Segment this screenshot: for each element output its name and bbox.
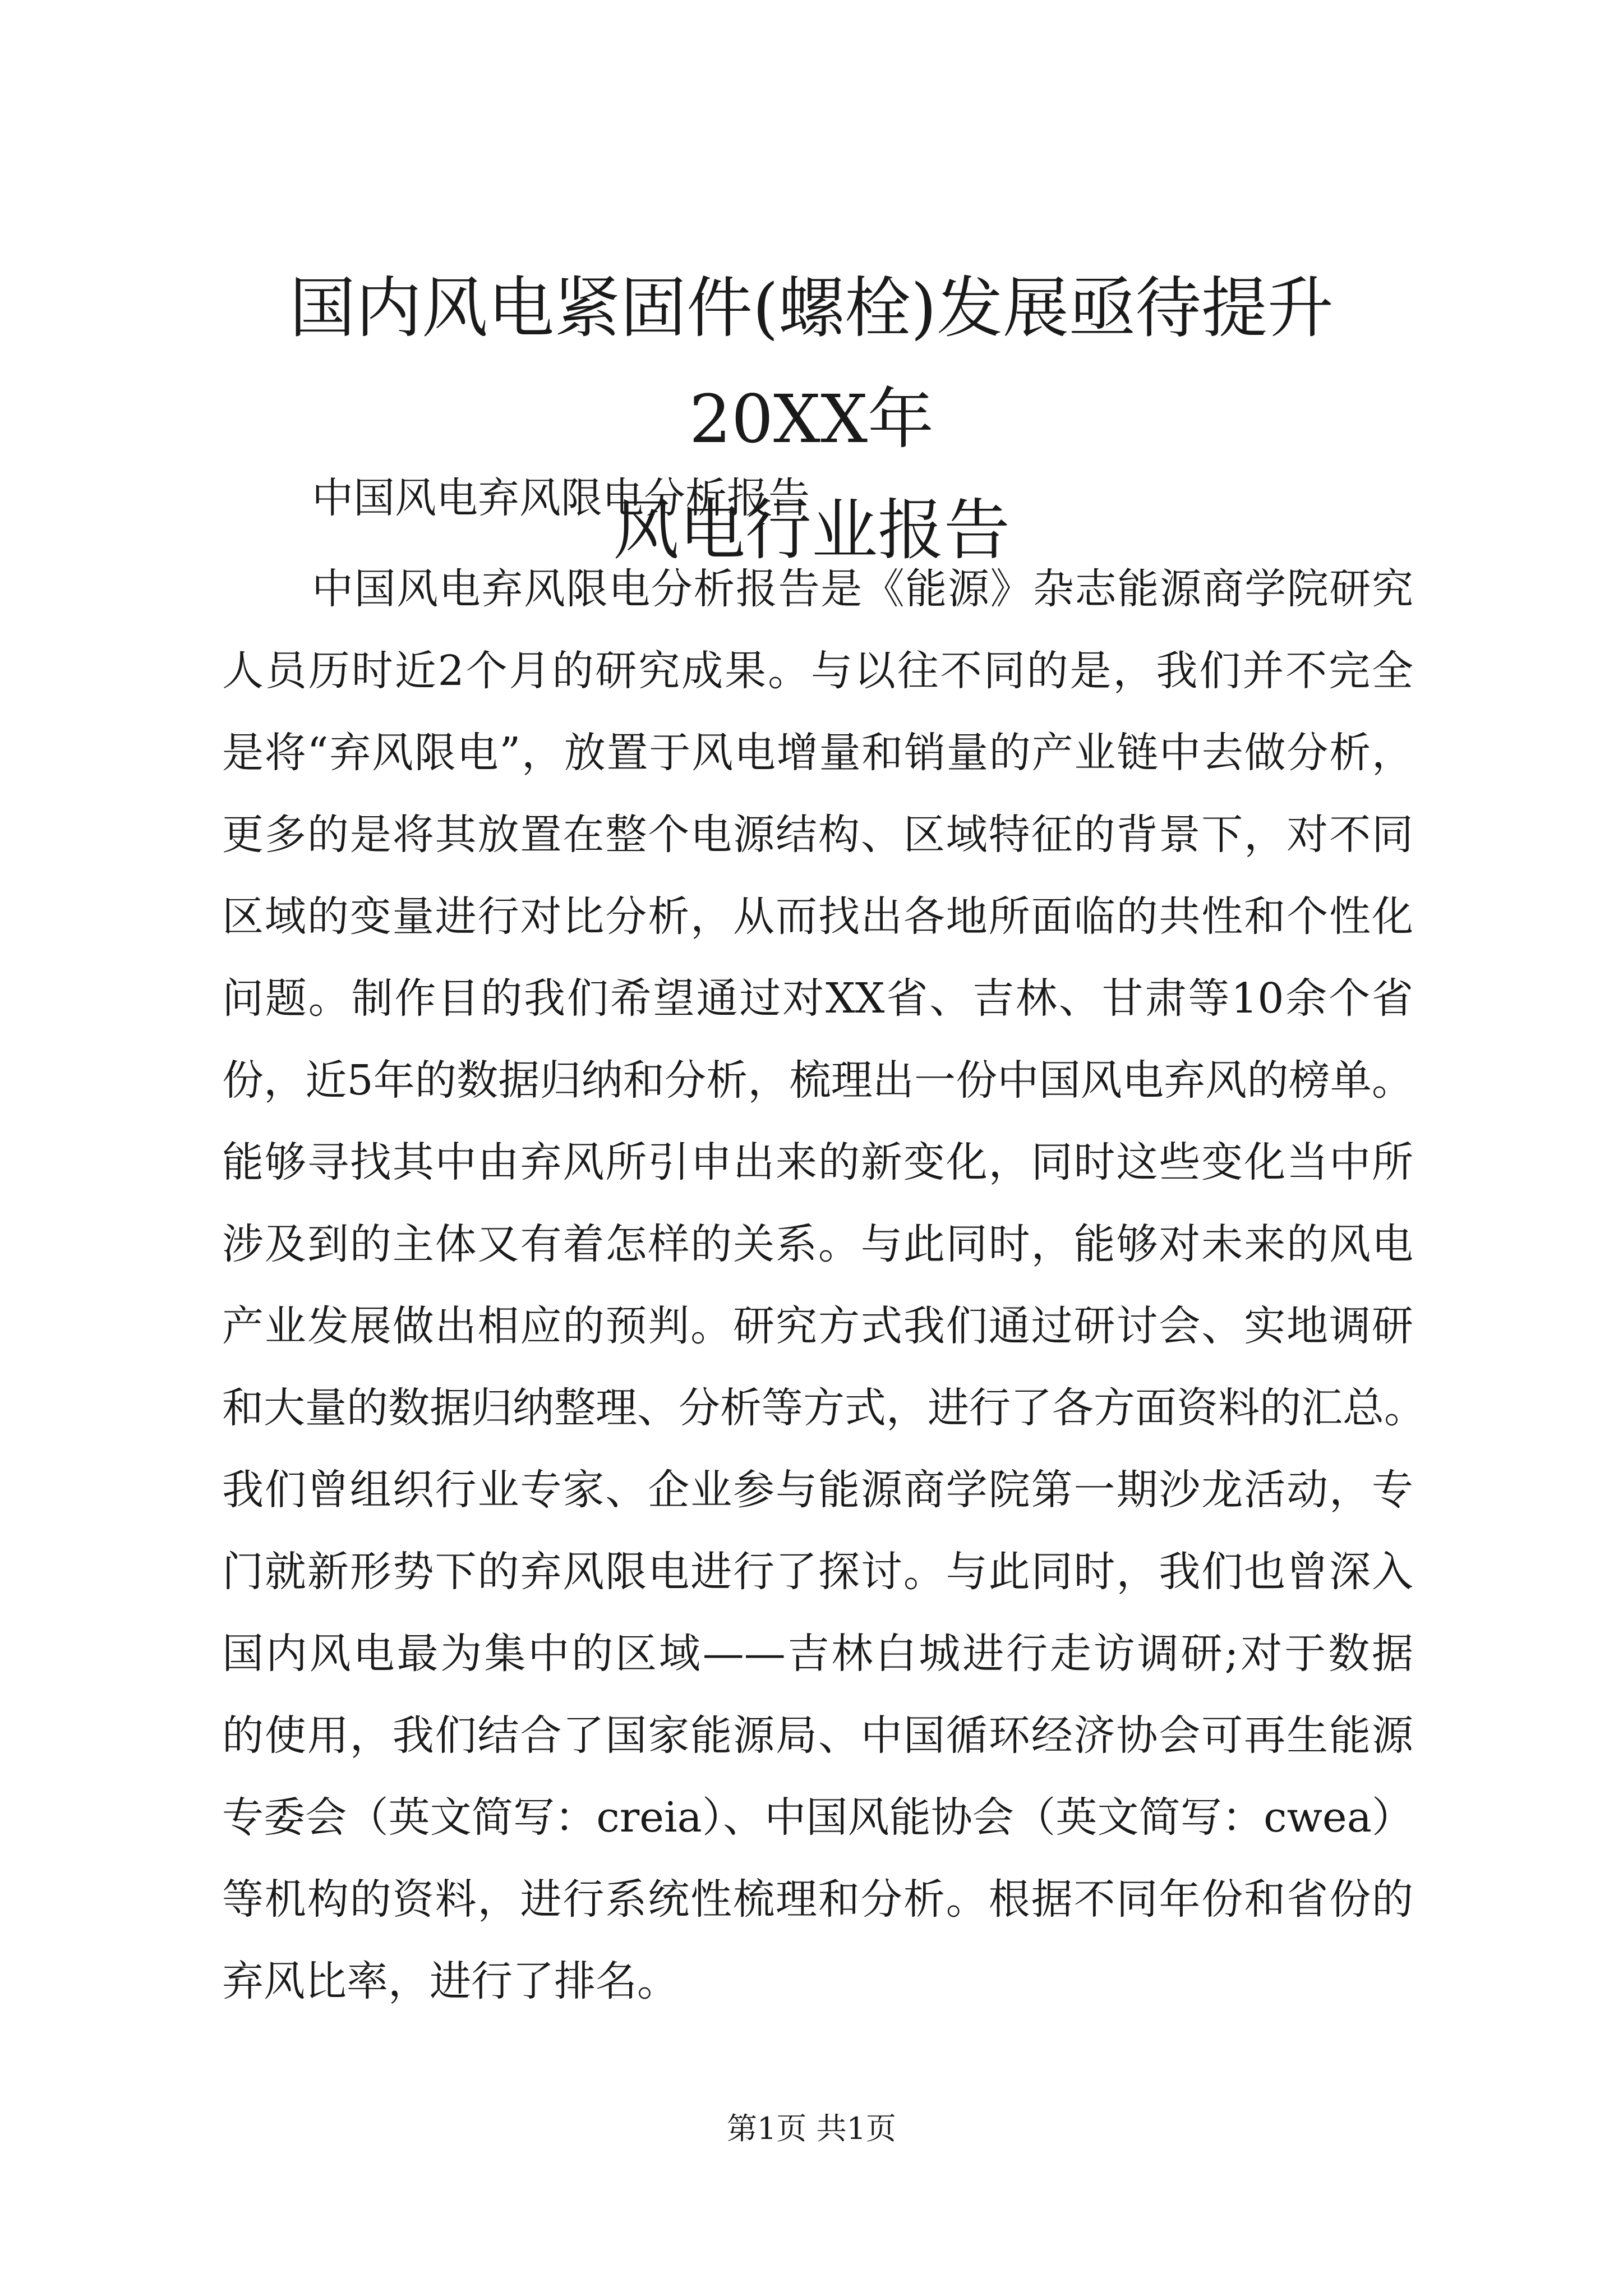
body-line: 产业发展做出相应的预判。研究方式我们通过研讨会、实地调研 xyxy=(222,1302,1413,1350)
body-line: 的使用，我们结合了国家能源局、中国循环经济协会可再生能源 xyxy=(222,1711,1413,1760)
body-line: 涉及到的主体又有着怎样的关系。与此同时，能够对未来的风电 xyxy=(222,1220,1413,1268)
body-line: 弃风比率，进行了排名。 xyxy=(222,1957,679,2005)
page-number: 第1页 共1页 xyxy=(727,2111,896,2146)
document-title xyxy=(213,252,1410,586)
body-line: 和大量的数据归纳整理、分析等方式，进行了各方面资料的汇总。 xyxy=(222,1384,1426,1432)
body-line: 我们曾组织行业专家、企业参与能源商学院第一期沙龙活动，专 xyxy=(222,1466,1413,1514)
body-line: 等机构的资料，进行系统性梳理和分析。根据不同年份和省份的 xyxy=(222,1875,1413,1924)
body-line: 专委会（英文简写：creia）、中国风能协会（英文简写：cwea） xyxy=(222,1793,1413,1842)
body-line: 中国风电弃风限电分析报告是《能源》杂志能源商学院研究 xyxy=(312,565,1413,613)
body-line: 更多的是将其放置在整个电源结构、区域特征的背景下，对不同 xyxy=(222,811,1413,859)
body-line: 是将“弃风限电”，放置于风电增量和销量的产业链中去做分析， xyxy=(222,729,1413,777)
section-heading: 中国风电弃风限电分析报告 xyxy=(312,474,810,522)
body-line: 国内风电最为集中的区域——吉林白城进行走访调研;对于数据 xyxy=(222,1630,1413,1678)
title-line-1: 国内风电紧固件(螺栓)发展亟待提升20XX年 xyxy=(289,269,1334,458)
body-line: 份，近5年的数据归纳和分析，梳理出一份中国风电弃风的榜单。 xyxy=(222,1056,1413,1105)
body-line: 人员历时近2个月的研究成果。与以往不同的是，我们并不完全 xyxy=(222,647,1413,695)
body-line: 门就新形势下的弃风限电进行了探讨。与此同时，我们也曾深入 xyxy=(222,1548,1413,1596)
title-line-2: 风电行业报告 xyxy=(612,491,1010,569)
body-line: 能够寻找其中由弃风所引申出来的新变化，同时这些变化当中所 xyxy=(222,1138,1413,1186)
body-line: 区域的变量进行对比分析，从而找出各地所面临的共性和个性化 xyxy=(222,892,1413,941)
body-line: 问题。制作目的我们希望通过对XX省、吉林、甘肃等10余个省 xyxy=(222,974,1413,1023)
